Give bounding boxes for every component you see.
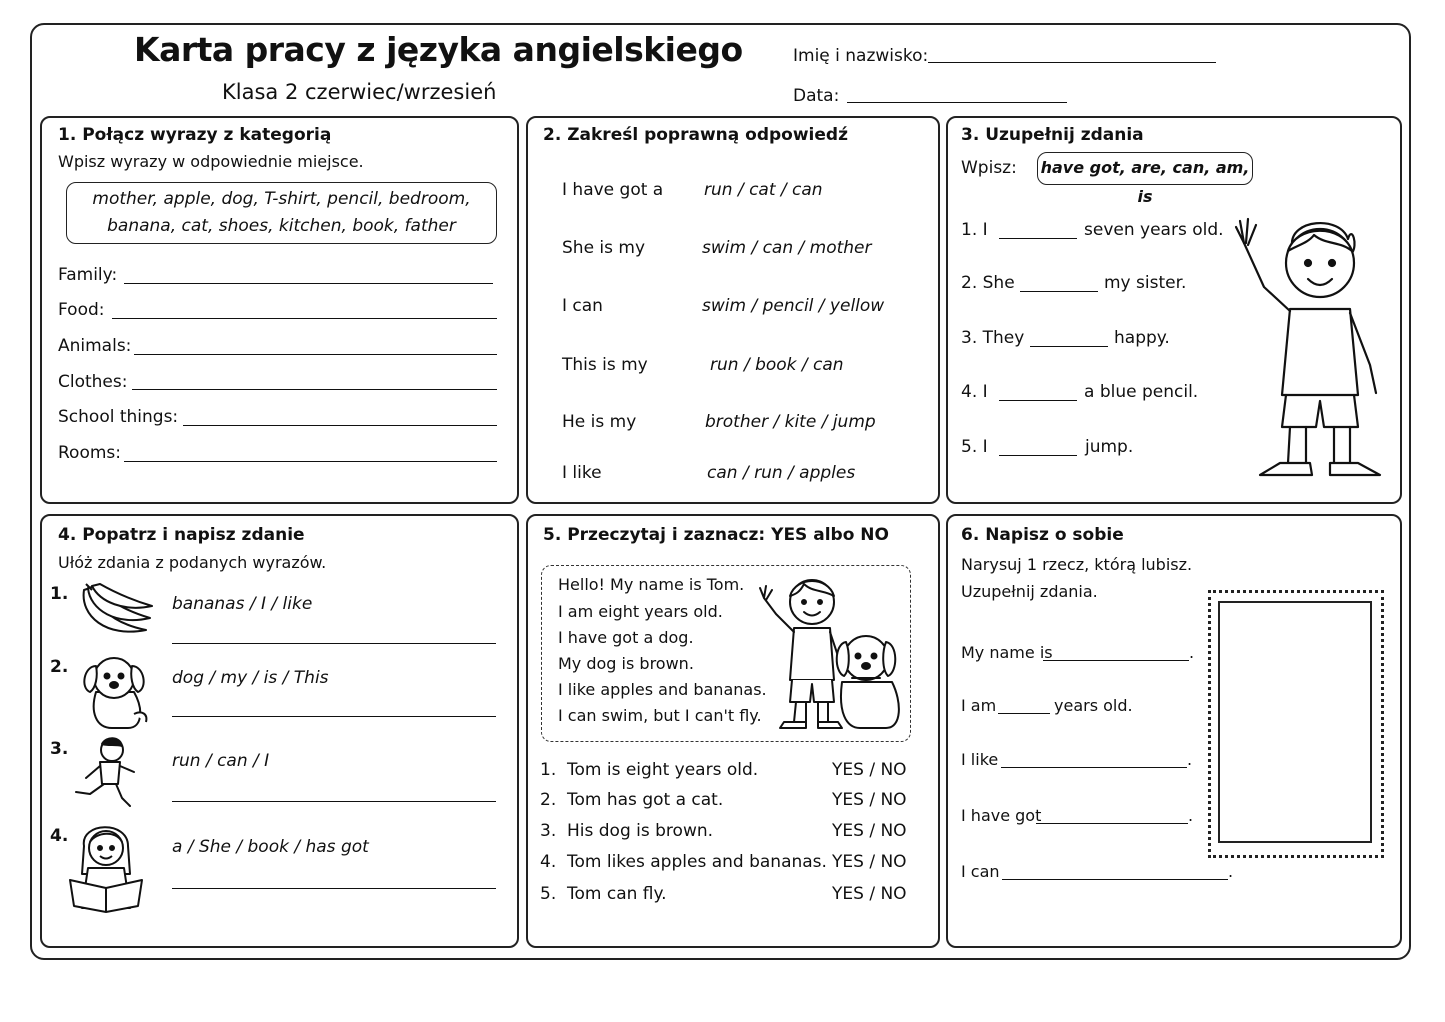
section-1-title: 1. Połącz wyrazy z kategorią bbox=[58, 125, 332, 145]
s2-options-3[interactable]: swim / pencil / yellow bbox=[702, 296, 885, 316]
story-line-6: I can swim, but I can't fly. bbox=[558, 706, 762, 725]
s3-sentence-4-end: a blue pencil. bbox=[1084, 382, 1199, 402]
section-4-title: 4. Popatrz i napisz zdanie bbox=[58, 525, 305, 545]
s6-prompt-2: I am bbox=[961, 696, 997, 715]
story-line-2: I am eight years old. bbox=[558, 602, 723, 621]
category-rooms-label: Rooms: bbox=[58, 443, 121, 463]
section-1-instruction: Wpisz wyrazy w odpowiednie miejsce. bbox=[58, 152, 364, 171]
drawing-area[interactable] bbox=[1218, 601, 1372, 843]
q-answer-5[interactable]: YES / NO bbox=[832, 884, 907, 904]
s6-prompt-4-end: . bbox=[1188, 806, 1194, 825]
bananas-icon bbox=[76, 582, 156, 640]
q-answer-1[interactable]: YES / NO bbox=[832, 760, 907, 780]
q-text-3: His dog is brown. bbox=[567, 821, 714, 841]
s3-blank-3[interactable] bbox=[1030, 346, 1108, 347]
q-num-3: 3. bbox=[540, 821, 557, 841]
dog-icon bbox=[76, 652, 152, 730]
section-3-title: 3. Uzupełnij zdania bbox=[961, 125, 1144, 145]
story-line-3: I have got a dog. bbox=[558, 628, 694, 647]
s4-num-1: 1. bbox=[50, 584, 69, 604]
category-school-things-line[interactable] bbox=[183, 425, 497, 426]
s2-options-6[interactable]: can / run / apples bbox=[707, 463, 856, 483]
s2-prompt-6: I like bbox=[562, 463, 602, 483]
s4-words-4: a / She / book / has got bbox=[172, 837, 369, 857]
s2-prompt-4: This is my bbox=[562, 355, 648, 375]
s3-blank-1[interactable] bbox=[999, 238, 1077, 239]
q-text-2: Tom has got a cat. bbox=[567, 790, 724, 810]
q-num-1: 1. bbox=[540, 760, 557, 780]
q-answer-2[interactable]: YES / NO bbox=[832, 790, 907, 810]
s3-blank-5[interactable] bbox=[999, 455, 1077, 456]
section-6-title: 6. Napisz o sobie bbox=[961, 525, 1124, 545]
word-bank-line-1: mother, apple, dog, T-shirt, pencil, bedroom, bbox=[92, 189, 471, 209]
s6-prompt-1: My name is bbox=[961, 643, 1053, 662]
running-boy-icon bbox=[72, 736, 138, 812]
s3-sentence-3-start: 3. They bbox=[961, 328, 1025, 348]
s6-prompt-3-end: . bbox=[1187, 750, 1193, 769]
date-label: Data: bbox=[793, 86, 840, 106]
s6-prompt-4: I have got bbox=[961, 806, 1042, 825]
s4-words-1: bananas / I / like bbox=[172, 594, 313, 614]
s3-sentence-1-start: 1. I bbox=[961, 220, 988, 240]
category-school-things-label: School things: bbox=[58, 407, 179, 427]
q-num-4: 4. bbox=[540, 852, 557, 872]
page-subtitle: Klasa 2 czerwiec/wrzesień bbox=[222, 80, 497, 104]
s4-answer-line-1[interactable] bbox=[172, 643, 496, 644]
date-input-line[interactable] bbox=[847, 102, 1067, 103]
category-family-label: Family: bbox=[58, 265, 118, 285]
s6-line-5[interactable] bbox=[1002, 879, 1228, 880]
category-clothes-label: Clothes: bbox=[58, 372, 128, 392]
category-clothes-line[interactable] bbox=[132, 389, 497, 390]
story-line-4: My dog is brown. bbox=[558, 654, 694, 673]
s2-options-5[interactable]: brother / kite / jump bbox=[705, 412, 876, 432]
s6-line-4[interactable] bbox=[1036, 823, 1188, 824]
name-label: Imię i nazwisko: bbox=[793, 46, 929, 66]
category-food-label: Food: bbox=[58, 300, 105, 320]
q-answer-4[interactable]: YES / NO bbox=[832, 852, 907, 872]
category-food-line[interactable] bbox=[112, 318, 497, 319]
s6-prompt-5-end: . bbox=[1228, 862, 1234, 881]
s4-words-2: dog / my / is / This bbox=[172, 668, 329, 688]
s6-line-2[interactable] bbox=[998, 713, 1050, 714]
s6-prompt-2-end: years old. bbox=[1054, 696, 1133, 715]
s6-prompt-3: I like bbox=[961, 750, 999, 769]
s4-num-3: 3. bbox=[50, 739, 69, 759]
s3-sentence-2-end: my sister. bbox=[1104, 273, 1187, 293]
s6-line-3[interactable] bbox=[1001, 767, 1187, 768]
s3-sentence-2-start: 2. She bbox=[961, 273, 1015, 293]
s2-prompt-3: I can bbox=[562, 296, 603, 316]
q-answer-3[interactable]: YES / NO bbox=[832, 821, 907, 841]
story-line-1: Hello! My name is Tom. bbox=[558, 575, 745, 594]
name-input-line[interactable] bbox=[928, 62, 1216, 63]
category-rooms-line[interactable] bbox=[124, 461, 497, 462]
girl-reading-icon bbox=[68, 818, 144, 912]
section-5-title: 5. Przeczytaj i zaznacz: YES albo NO bbox=[543, 525, 889, 545]
section-6-instruction-2: Uzupełnij zdania. bbox=[961, 582, 1098, 601]
s4-num-2: 2. bbox=[50, 657, 69, 677]
story-line-5: I like apples and bananas. bbox=[558, 680, 767, 699]
section-2-title: 2. Zakreśl poprawną odpowiedź bbox=[543, 125, 848, 145]
s3-sentence-3-end: happy. bbox=[1114, 328, 1170, 348]
s2-prompt-5: He is my bbox=[562, 412, 637, 432]
s2-options-1[interactable]: run / cat / can bbox=[704, 180, 823, 200]
s3-blank-4[interactable] bbox=[999, 400, 1077, 401]
section-6-instruction-1: Narysuj 1 rzecz, którą lubisz. bbox=[961, 555, 1193, 574]
q-text-5: Tom can fly. bbox=[567, 884, 667, 904]
s2-prompt-1: I have got a bbox=[562, 180, 664, 200]
section-4-instruction: Ułóż zdania z podanych wyrazów. bbox=[58, 553, 327, 572]
s2-options-2[interactable]: swim / can / mother bbox=[702, 238, 872, 258]
s6-line-1[interactable] bbox=[1043, 660, 1189, 661]
s3-word-bank: have got, are, can, am, is bbox=[1037, 152, 1253, 185]
s2-prompt-2: She is my bbox=[562, 238, 646, 258]
tom-and-dog-icon bbox=[756, 572, 906, 732]
category-animals-label: Animals: bbox=[58, 336, 132, 356]
word-bank-line-2: banana, cat, shoes, kitchen, book, father bbox=[107, 216, 456, 236]
date-field bbox=[793, 86, 839, 106]
s3-sentence-1-end: seven years old. bbox=[1084, 220, 1224, 240]
section-1-word-bank bbox=[66, 182, 497, 244]
s4-answer-line-2[interactable] bbox=[172, 716, 496, 717]
s3-sentence-5-start: 5. I bbox=[961, 437, 988, 457]
category-family-line[interactable] bbox=[124, 283, 493, 284]
q-num-5: 5. bbox=[540, 884, 557, 904]
page-title: Karta pracy z języka angielskiego bbox=[134, 30, 743, 69]
s4-words-3: run / can / I bbox=[172, 751, 270, 771]
s4-answer-line-4[interactable] bbox=[172, 888, 496, 889]
s3-label: Wpisz: bbox=[961, 158, 1017, 178]
category-animals-line[interactable] bbox=[134, 354, 497, 355]
s4-answer-line-3[interactable] bbox=[172, 801, 496, 802]
q-text-1: Tom is eight years old. bbox=[567, 760, 759, 780]
s6-prompt-1-end: . bbox=[1189, 643, 1195, 662]
q-num-2: 2. bbox=[540, 790, 557, 810]
name-field bbox=[793, 46, 928, 66]
s3-sentence-4-start: 4. I bbox=[961, 382, 988, 402]
s2-options-4[interactable]: run / book / can bbox=[710, 355, 844, 375]
s4-num-4: 4. bbox=[50, 826, 69, 846]
s6-prompt-5: I can bbox=[961, 862, 1000, 881]
s3-sentence-5-end: jump. bbox=[1085, 437, 1134, 457]
s3-blank-2[interactable] bbox=[1020, 291, 1098, 292]
waving-boy-icon bbox=[1230, 205, 1390, 485]
q-text-4: Tom likes apples and bananas. bbox=[567, 852, 827, 872]
